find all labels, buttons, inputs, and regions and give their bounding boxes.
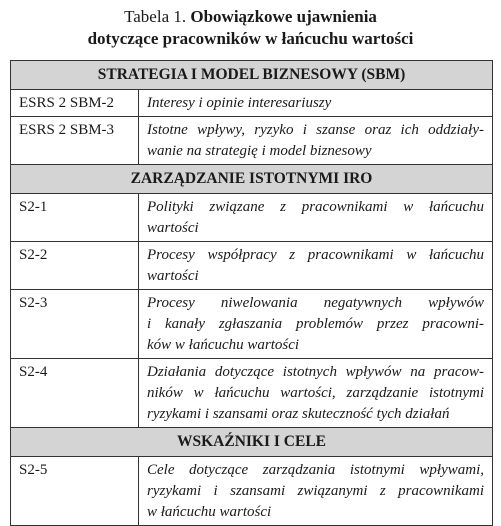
- description-line: ników w łańcuchu wartości, zarządzanie istotnymi: [147, 385, 484, 401]
- disclosure-description: [139, 117, 492, 164]
- disclosure-description: [139, 457, 492, 525]
- description-line: ryzykami i szansami oraz skuteczność tych działań: [147, 406, 450, 422]
- disclosure-description: [139, 359, 492, 427]
- disclosure-code: ESRS 2 SBM-3: [11, 117, 139, 164]
- disclosure-description: [139, 90, 492, 116]
- disclosure-description: [139, 194, 492, 241]
- table-row: [11, 116, 492, 164]
- section-header: [11, 61, 492, 89]
- disclosure-code: S2-1: [11, 194, 139, 241]
- description-line: Działania dotyczące istotnych wpływów na pracow-: [147, 364, 484, 380]
- disclosure-description: [139, 290, 492, 358]
- description-line: wartości: [147, 268, 199, 284]
- table-row: [11, 289, 492, 358]
- section-title: WSKAŹNIKI I CELE: [176, 433, 326, 450]
- table-row: [11, 456, 492, 525]
- description-line: ryzykami i szansami związanymi z pracownikami: [147, 483, 484, 499]
- disclosure-code: ESRS 2 SBM-2: [11, 90, 139, 116]
- disclosure-code: S2-4: [11, 359, 139, 427]
- description-line: Istotne wpływy, ryzyko i szanse oraz ich oddziały-: [147, 122, 484, 138]
- table-row: [11, 193, 492, 241]
- description-line: wartości: [147, 220, 199, 236]
- table-row: [11, 358, 492, 427]
- description-line: Interesy i opinie interesariuszy: [147, 95, 332, 111]
- description-line: w łańcuchu wartości: [147, 504, 272, 520]
- disclosure-code: S2-3: [11, 290, 139, 358]
- table-row: [11, 241, 492, 289]
- section-title: STRATEGIA I MODEL BIZNESOWY (SBM): [97, 66, 406, 83]
- table-row: [11, 89, 492, 116]
- description-line: ków w łańcuchu wartości: [147, 337, 300, 353]
- section-header: [11, 427, 492, 456]
- description-line: Polityki związane z pracownikami w łańcuchu: [147, 199, 484, 215]
- disclosure-code: S2-2: [11, 242, 139, 289]
- description-line: i kanały zgłaszania problemów przez pracowni-: [147, 316, 484, 332]
- table-caption: [0, 6, 501, 50]
- description-line: Cele dotyczące zarządzania istotnymi wpływami,: [147, 462, 484, 478]
- description-line: wanie na strategię i model biznesowy: [147, 143, 372, 159]
- disclosure-code: S2-5: [11, 457, 139, 525]
- section-title: ZARZĄDZANIE ISTOTNYMI IRO: [130, 170, 373, 187]
- section-header: [11, 164, 492, 193]
- disclosures-table: [10, 60, 493, 526]
- disclosure-description: [139, 242, 492, 289]
- caption-label: Tabela 1.: [124, 7, 187, 26]
- description-line: Procesy niwelowania negatywnych wpływów: [147, 295, 484, 311]
- description-line: Procesy współpracy z pracownikami w łańcuchu: [147, 247, 484, 263]
- caption-title-line1: Obowiązkowe ujawnienia: [190, 7, 377, 26]
- caption-title-line2: dotyczące pracowników w łańcuchu wartości: [87, 29, 414, 48]
